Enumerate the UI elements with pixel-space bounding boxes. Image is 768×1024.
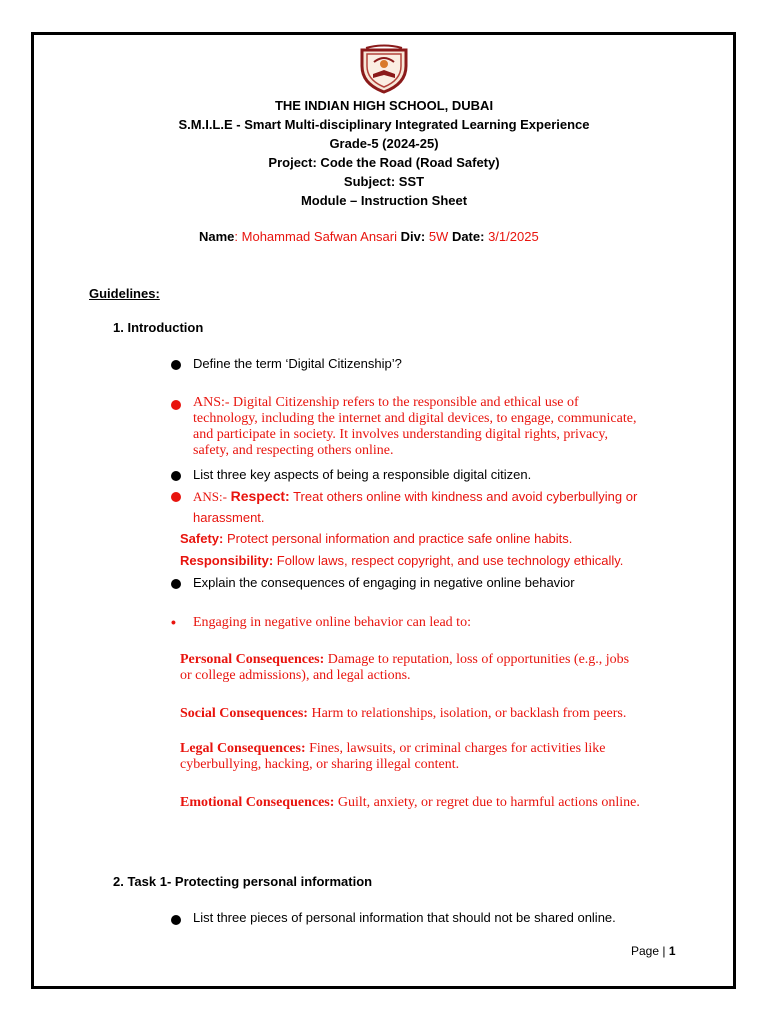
bullet-dot	[171, 471, 181, 481]
question-personal-info: List three pieces of personal information that should not be shared online.	[193, 910, 616, 925]
bullet-dot	[171, 360, 181, 370]
school-name: THE INDIAN HIGH SCHOOL, DUBAI	[274, 98, 494, 113]
answer-safety	[180, 531, 572, 546]
social-text: Harm to relationships, isolation, or backlash from peers.	[307, 706, 627, 721]
school-crest-logo	[356, 44, 412, 94]
question-digital-citizenship: Define the term ‘Digital Citizenship’?	[193, 356, 402, 371]
small-bullet-icon: •	[171, 614, 176, 630]
answer-line: safety, and respecting others online.	[193, 443, 394, 458]
project-line: Project: Code the Road (Road Safety)	[268, 155, 500, 170]
social-consequences	[180, 706, 626, 722]
emotional-consequences	[180, 795, 640, 811]
personal-consequences	[180, 652, 629, 684]
answer-line: and participate in society. It involves understanding digital rights, privacy,	[193, 427, 608, 442]
subject-line: Subject: SST	[343, 174, 425, 189]
date-value: 3/1/2025	[488, 229, 539, 244]
guidelines-heading: Guidelines:	[89, 286, 160, 301]
answer-responsibility	[180, 553, 623, 568]
legal-text-cont: cyberbullying, hacking, or sharing illegal content.	[180, 757, 460, 772]
section-2-title: 2. Task 1- Protecting personal information	[113, 874, 373, 889]
personal-text: Damage to reputation, loss of opportunities (e.g., jobs	[324, 652, 630, 667]
answer-digital-citizenship	[193, 395, 636, 459]
answer-line: technology, including the internet and digital devices, to engage, communicate,	[193, 411, 637, 426]
answer-line: ANS:- Digital Citizenship refers to the responsible and ethical use of	[193, 395, 579, 410]
program-name: S.M.I.L.E - Smart Multi-disciplinary Integrated Learning Experience	[178, 117, 590, 132]
bullet-dot	[171, 400, 181, 410]
page-number: 1	[668, 944, 676, 958]
name-label: Name	[199, 229, 235, 244]
name-value: : Mohammad Safwan Ansari	[234, 229, 397, 244]
respect-text-cont: harassment.	[193, 510, 265, 525]
answer-consequences-intro: Engaging in negative online behavior can lead to:	[193, 615, 471, 630]
social-label: Social Consequences:	[180, 706, 308, 721]
div-label: Div:	[400, 229, 426, 244]
bullet-dot	[171, 492, 181, 502]
page-footer	[631, 944, 676, 958]
student-info-line	[199, 229, 539, 244]
bullet-dot	[171, 579, 181, 589]
legal-consequences	[180, 741, 606, 773]
responsibility-text: Follow laws, respect copyright, and use technology ethically.	[273, 553, 624, 568]
answer-prefix: ANS:-	[193, 489, 227, 504]
page-label: Page |	[631, 944, 669, 958]
personal-label: Personal Consequences:	[180, 652, 325, 667]
responsibility-label: Responsibility:	[180, 553, 274, 568]
emotional-text: Guilt, anxiety, or regret due to harmful actions online.	[334, 795, 640, 810]
emotional-label: Emotional Consequences:	[180, 795, 335, 810]
respect-text: Treat others online with kindness and avoid cyberbullying or	[289, 489, 638, 504]
personal-text-cont: or college admissions), and legal actions.	[180, 668, 411, 683]
legal-text: Fines, lawsuits, or criminal charges for activities like	[305, 741, 606, 756]
respect-label: Respect:	[230, 488, 290, 504]
date-label: Date:	[451, 229, 485, 244]
question-consequences: Explain the consequences of engaging in negative online behavior	[193, 575, 575, 590]
grade-line: Grade-5 (2024-25)	[329, 136, 439, 151]
answer-respect	[193, 488, 637, 505]
div-value: 5W	[428, 229, 449, 244]
section-1-title: 1. Introduction	[113, 320, 204, 335]
safety-text: Protect personal information and practice safe online habits.	[223, 531, 573, 546]
safety-label: Safety:	[180, 531, 224, 546]
question-key-aspects: List three key aspects of being a responsible digital citizen.	[193, 467, 532, 482]
legal-label: Legal Consequences:	[180, 741, 306, 756]
module-line: Module – Instruction Sheet	[300, 193, 468, 208]
bullet-dot	[171, 915, 181, 925]
